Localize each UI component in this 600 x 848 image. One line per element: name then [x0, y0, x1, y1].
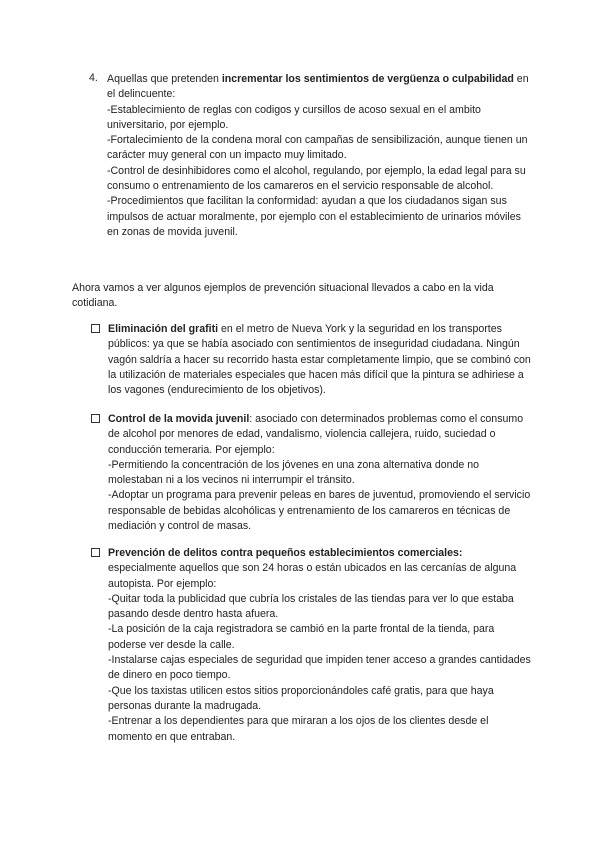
checklist-line: -Permitiendo la concentración de los jóvenes en una zona alternativa donde no molestaban ni a los vecinos ni interrumpir el tránsito. [108, 458, 480, 487]
item-intro: Aquellas que pretenden incrementar los sentimientos de vergüenza o culpabilidad en el delincuente: [107, 73, 529, 101]
checklist-item-comercios [91, 546, 531, 745]
checklist-text: Control de la movida juvenil: asociado con determinados problemas como el consumo de alcohol por menores de edad, vandalismo, violencia callejera, ruido, suciedad o conducción temeraria. Por ejemplo: [108, 413, 524, 456]
checklist-text: Prevención de delitos contra pequeños establecimientos comerciales: especialmente aquellos que son 24 horas o están ubicados en las cercanías de alguna autopista. Por ejemplo: [108, 547, 517, 590]
checklist-item-grafiti [91, 322, 531, 398]
item-line: -Procedimientos que facilitan la conformidad: ayudan a que los ciudadanos sigan sus impulsos de actuar moralmente, por ejemplo con el establecimiento de urinarios móviles en zonas de movida juvenil. [107, 195, 521, 238]
checklist-item-movida [91, 412, 531, 534]
checklist-line: -Que los taxistas utilicen estos sitios proporcionándoles café gratis, para que haya personas durante la madrugada. [108, 684, 494, 712]
item-line: -Establecimiento de reglas con codigos y cursillos de acoso sexual en el ambito universitario, por ejemplo. [107, 103, 481, 131]
checklist-line: -Adoptar un programa para prevenir peleas en bares de juventud, promoviendo el servicio responsable de bebidas alcohólicas y entrenamiento de los camareros en técnicas de mediación y control de masas. [108, 489, 531, 533]
item-intro-bold: incrementar los sentimientos de vergüenza o culpabilidad [221, 73, 514, 85]
checklist-line: -Instalarse cajas especiales de seguridad que impiden tener acceso a grandes cantidades de dinero en poco tiempo. [108, 654, 531, 682]
checkbox-icon[interactable] [91, 548, 100, 557]
checklist-text: Eliminación del grafiti en el metro de Nueva York y la seguridad en los transportes públicos: ya que se había asociado con sentimientos de inseguridad ciudadana. Ningún vagón saldría a hacer su recorrido hasta estar completamente limpio, que se combinó con la utilización de materiales especiales que hacen más difícil que la pintura se adhiriese a los vagones (endurecimiento de los objetivos). [108, 323, 531, 397]
checkbox-icon[interactable] [91, 414, 100, 423]
checklist-title: Prevención de delitos contra pequeños establecimientos comerciales: [108, 547, 463, 559]
numbered-item-4 [89, 72, 529, 240]
intro-paragraph: Ahora vamos a ver algunos ejemplos de prevención situacional llevados a cabo en la vida cotidiana. [72, 282, 494, 310]
checklist-title: Eliminación del grafiti [108, 323, 219, 335]
checklist-line: -Quitar toda la publicidad que cubría los cristales de las tiendas para ver lo que estaba pasando desde dentro hasta afuera. [108, 592, 514, 621]
checklist-line: -Entrenar a los dependientes para que miraran a los ojos de los clientes desde el momento en que entraban. [108, 715, 489, 743]
checklist-line: -La posición de la caja registradora se cambió en la parte frontal de la tienda, para poderse ver desde la calle. [108, 623, 495, 651]
item-line: -Control de desinhibidores como el alcohol, regulando, por ejemplo, la edad legal para su consumo o entrenamiento de los camareros en el servicio responsable de alcohol. [107, 164, 526, 193]
item-number: 4. [89, 72, 98, 84]
item-line: -Fortalecimiento de la condena moral con campañas de sensibilización, aunque tienen un carácter muy general con un impacto muy limitado. [107, 134, 528, 162]
checklist-title: Control de la movida juvenil [108, 413, 250, 425]
checkbox-icon[interactable] [91, 324, 100, 333]
